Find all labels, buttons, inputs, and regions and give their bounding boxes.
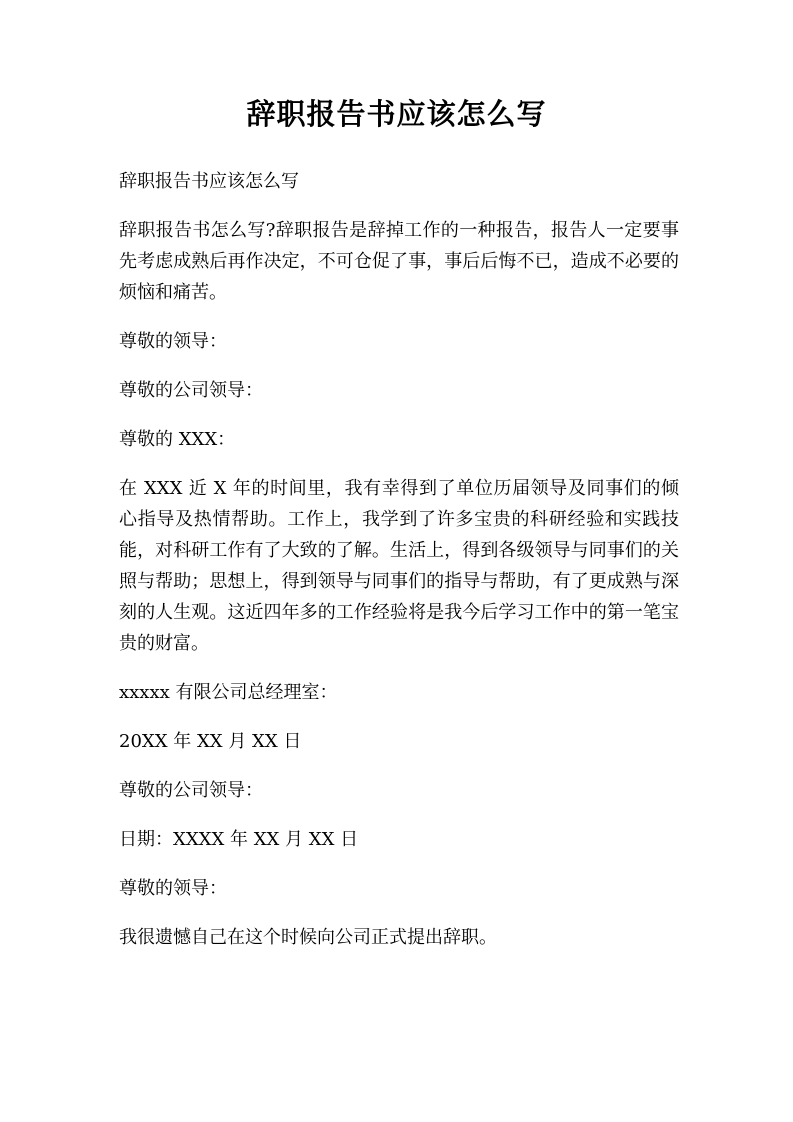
salutation-paragraph: 尊敬的公司领导： [119, 380, 263, 401]
document-body [119, 166, 679, 971]
document-title: 辞职报告书应该怎么写 [246, 97, 547, 131]
date-paragraph: 日期：XXXX 年 XX 月 XX 日 [119, 829, 359, 850]
body-paragraph: 我很遗憾自己在这个时候向公司正式提出辞职。 [119, 927, 497, 948]
salutation-paragraph: 尊敬的领导： [119, 331, 227, 352]
intro-paragraph: 辞职报告书怎么写?辞职报告是辞掉工作的一种报告，报告人一定要事先考虑成熟后再作决定，不可仓促了事，事后后悔不已，造成不必要的烦恼和痛苦。 [119, 220, 679, 303]
salutation-paragraph: 尊敬的公司领导： [119, 780, 263, 801]
body-paragraph: 在 XXX 近 X 年的时间里，我有幸得到了单位历届领导及同事们的倾心指导及热情帮助。工作上，我学到了许多宝贵的科研经验和实践技能，对科研工作有了大致的了解。生活上，得到各级领导与同事们的关照与帮助；思想上，得到领导与同事们的指导与帮助，有了更成熟与深刻的人生观。这近四年多的工作经验将是我今后学习工作中的第一笔宝贵的财富。 [119, 478, 679, 654]
date-paragraph: 20XX 年 XX 月 XX 日 [119, 731, 302, 752]
salutation-paragraph: 尊敬的 XXX： [119, 429, 236, 450]
subtitle-paragraph: 辞职报告书应该怎么写 [119, 171, 299, 192]
recipient-paragraph: xxxxx 有限公司总经理室： [119, 682, 338, 703]
salutation-paragraph: 尊敬的领导： [119, 878, 227, 899]
